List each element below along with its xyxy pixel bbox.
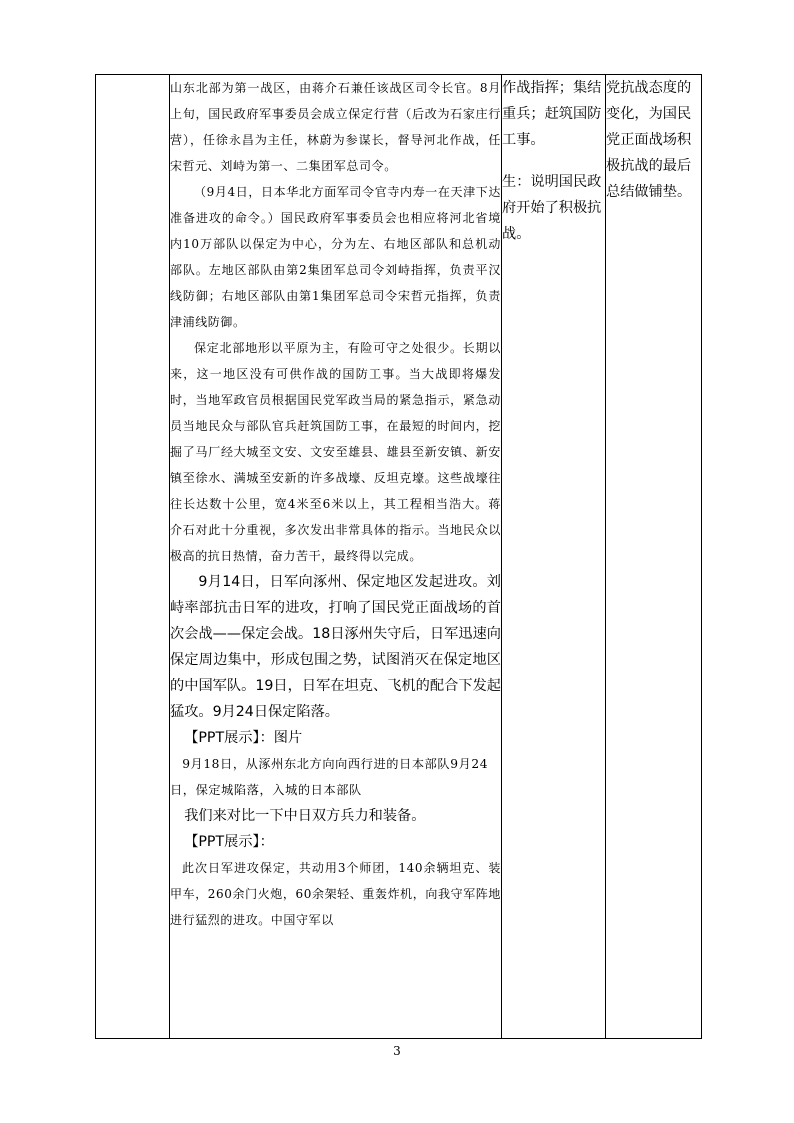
activity-text-1: 作战指挥；集结重兵；赶筑国防工事。 (502, 80, 602, 148)
lesson-plan-table (95, 74, 702, 1039)
ppt-label-image: 【PPT展示】：图片 (184, 730, 303, 746)
paragraph-forces: 此次日军进攻保定，共动用3个师团，140余辆坦克、装甲车，260余门火炮，60余架轻、重轰炸机，向我守军阵地进行猛烈的进攻。中国守军以 (170, 861, 501, 927)
paragraph-baoding-battle: 9月14日，日军向涿州、保定地区发起进攻。刘峙率部抗击日军的进攻，打响了国民党正面战场的首次会战——保定会战。18日涿州失守后，日军迅速向保定周边集中，形成包围之势，试图消灭在保定地区的中国军队。19日，日军在坦克、飞机的配合下发起猛攻。9月24日保定陷落。 (170, 574, 501, 720)
empty-left-cell (96, 75, 170, 1039)
table-row (96, 75, 702, 1039)
spacer (502, 153, 605, 169)
ppt-label-comparison: 【PPT展示】： (184, 834, 274, 850)
design-intent-cell (606, 75, 702, 1039)
paragraph-war-zone: 山东北部为第一战区，由蒋介石兼任该战区司令长官。8月上旬，国民政府军事委员会成立保定行营（后改为石家庄行营），任徐永昌为主任，林蔚为参谋长，督导河北作战，任宋哲元、刘峙为第一、二集团军总司令。 (170, 81, 501, 173)
paragraph-fortifications: 保定北部地形以平原为主，有险可守之处很少。长期以来，这一地区没有可供作战的国防工事。当大战即将爆发时，当地军政官员根据国民党军政当局的紧急指示，紧急动员当地民众与部队官兵赶筑国防工事，在最短的时间内，挖掘了马厂经大城至文安、文安至雄县、雄县至新安镇、新安镇至徐水、满城至安新的许多战壕、反坦克壕。这些战壕往往长达数十公里，宽4米至6米以上，其工程相当浩大。蒋介石对此十分重视，多次发出非常具体的指示。当地民众以极高的抗日热情，奋力苦干，最终得以完成。 (170, 341, 501, 563)
teaching-content-cell (170, 75, 502, 1039)
paragraph-deployment: （9月4日，日本华北方面军司令官寺内寿一在天津下达准备进攻的命令。）国民政府军事委员会也相应将河北省境内10万部队以保定为中心，分为左、右地区部队和总机动部队。左地区部队由第2集团军总司令刘峙指挥，负责平汉线防御；右地区部队由第1集团军总司令宋哲元指挥，负责津浦线防御。 (170, 185, 501, 329)
student-activity-cell (502, 75, 606, 1039)
comparison-prompt: 我们来对比一下中日双方兵力和装备。 (184, 808, 426, 824)
intent-text: 党抗战态度的变化，为国民党正面战场积极抗战的最后总结做铺垫。 (606, 80, 692, 200)
activity-text-2: 生：说明国民政府开始了积极抗战。 (502, 174, 602, 242)
image-caption: 9月18日，从涿州东北方向向西行进的日本部队9月24日，保定城陷落，入城的日本部队 (170, 757, 489, 797)
page-number: 3 (393, 1044, 401, 1058)
